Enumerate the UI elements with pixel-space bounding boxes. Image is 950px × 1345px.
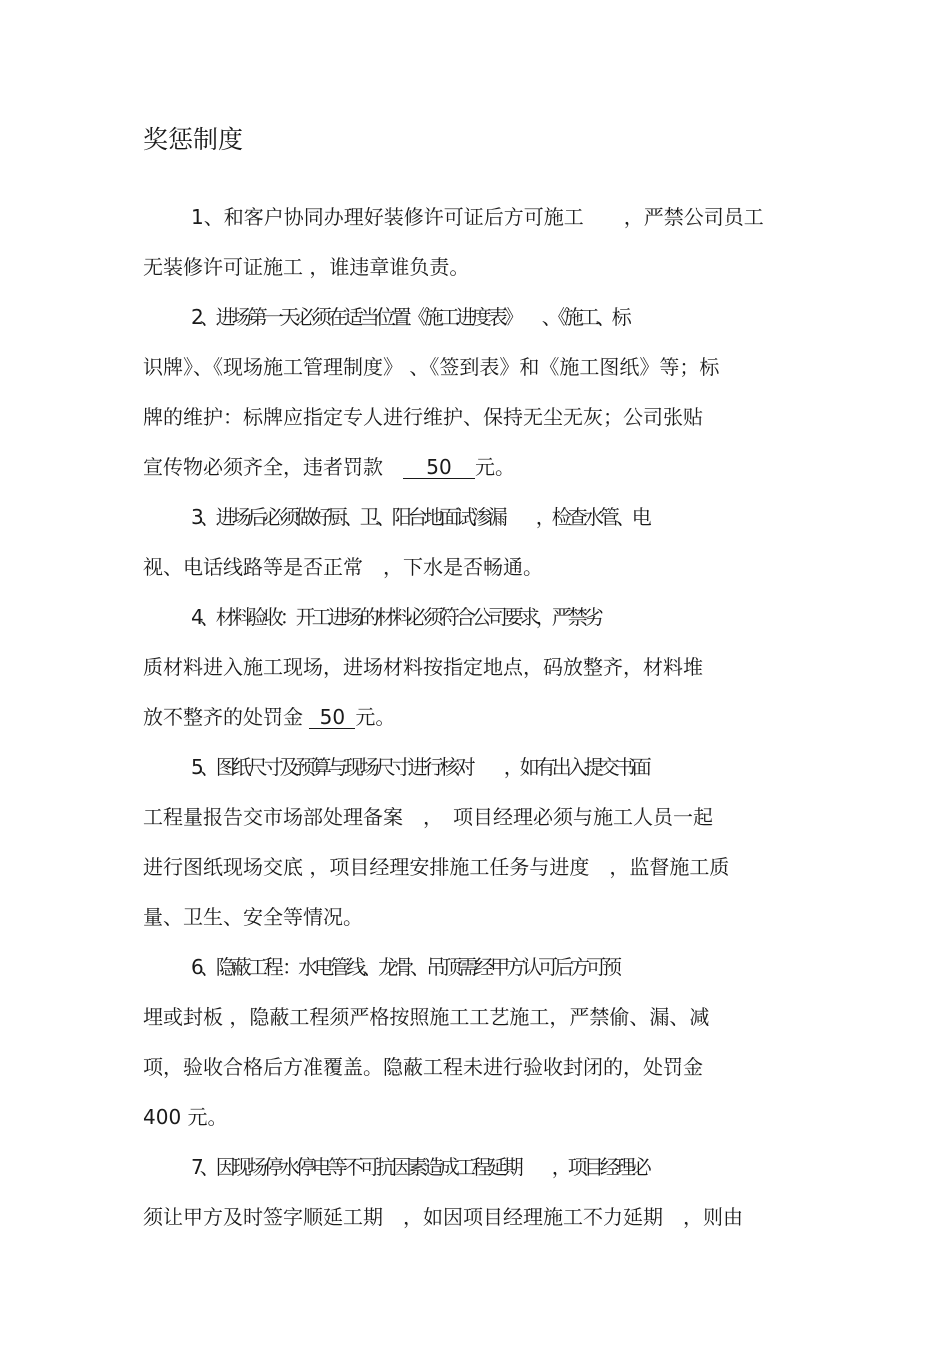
item-2-line-4 (143, 452, 803, 482)
page-title: 奖惩制度 (143, 125, 244, 154)
item-4-line-3 (143, 702, 803, 732)
item-5-line-2: 工程量报告交市场部处理备案 ， 项目经理必须与施工人员一起 (143, 805, 713, 829)
item-2-line-2: 识牌》、《现场施工管理制度》 、《签到表》和《施工图纸》等；标 (143, 355, 720, 379)
item-4-line-1: 4、材料验收：开工进场的材料必须符合公司要求，严禁劣 (191, 605, 600, 629)
item-5-line-4: 量、卫生、安全等情况。 (143, 905, 363, 929)
item-4-text: 放不整齐的处罚金 (143, 705, 303, 729)
fine-amount-2: 50 (403, 456, 475, 479)
fine-amount-4: 50 (309, 706, 355, 729)
item-2-line-1: 2、进场第一天必须在适当位置《施工进度表》 、《施工、标 (191, 305, 628, 329)
item-6-line-2: 埋或封板 ，隐蔽工程须严格按照施工工艺施工，严禁偷、漏、减 (143, 1005, 710, 1029)
item-6-line-1: 6、隐蔽工程 ：水电管线、龙骨、吊顶需经甲方认可后方可预 (191, 955, 619, 979)
item-6-line-3: 项，验收合格后方准覆盖。隐蔽工程未进行验收封闭的，处罚金 (143, 1055, 703, 1079)
item-5-line-1: 5、图纸尺寸及预算与现场尺寸进行核对 ，如有出入提交书面 (191, 755, 648, 779)
item-2-line-3: 牌的维护：标牌应指定专人进行维护、保持无尘无灰；公司张贴 (143, 405, 703, 429)
item-4-line-2: 质材料进入施工现场，进场材料按指定地点，码放整齐，材料堆 (143, 655, 703, 679)
item-1-line-2: 无装修许可证施工 ，谁违章谁负责。 (143, 255, 470, 279)
item-2-text: 宣传物必须齐全，违者罚款 (143, 455, 383, 479)
item-4-unit: 元。 (355, 705, 396, 729)
item-7-line-1: 7、因现场停水停电等不可抗因素造成工程延期 ，项目经理必 (191, 1155, 648, 1179)
item-7-line-2: 须让甲方及时签字顺延工期 ，如因项目经理施工不力延期 ，则由 (143, 1205, 743, 1229)
item-5-line-3: 进行图纸现场交底 ，项目经理安排施工任务与进度 ，监督施工质 (143, 855, 730, 879)
item-3-line-2: 视、电话线路等是否正常 ，下水是否畅通。 (143, 555, 543, 579)
item-1-line-1: 1、和客户协同办理好装修许可证后方可施工 ，严禁公司员工 (191, 205, 764, 229)
item-6-line-4: 400 元。 (143, 1105, 228, 1129)
item-3-line-1: 3、进场后必须做好厨、卫、阳台地面试渗漏 ，检查水管、电 (191, 505, 648, 529)
item-2-unit: 元。 (475, 455, 515, 479)
